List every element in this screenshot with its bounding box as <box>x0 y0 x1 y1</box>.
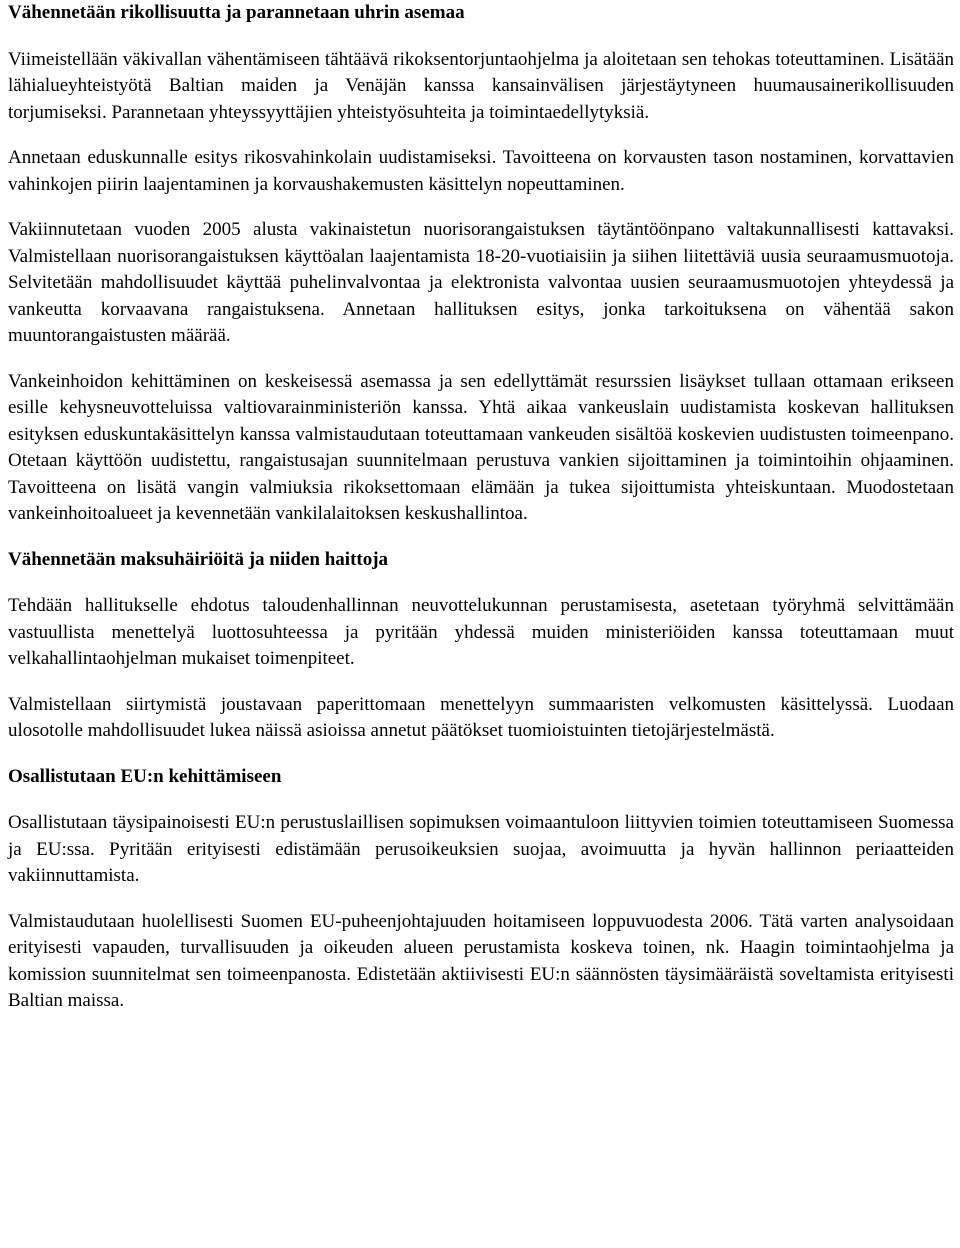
paragraph: Vakiinnutetaan vuoden 2005 alusta vakinaistetun nuorisorangaistuksen täytäntöönpano valtakunnallisesti kattavaksi. Valmistellaan nuorisorangaistuksen käyttöalan laajentamista 18-20-vuotiaisiin ja siihen liitettäviä uusia seuraamusmuotoja. Selvitetään mahdollisuudet käyttää puhelinvalvontaa ja elektronista valvontaa uusien seuraamusmuotojen yhteydessä ja vankeutta korvaavana rangaistuksena. Annetaan hallituksen esitys, jonka tarkoituksena on vähentää sakon muuntorangaistusten määrää. <box>8 219 954 346</box>
paragraph: Viimeistellään väkivallan vähentämiseen tähtäävä rikoksentorjuntaohjelma ja aloitetaan sen tehokas toteuttaminen. Lisätään lähialueyhteistyötä Baltian maiden ja Venäjän kanssa kansainvälisen järjestäytyneen huumausainerikollisuuden torjumiseksi. Parannetaan yhteyssyyttäjien yhteistyösuhteita ja toimintaedellytyksiä. <box>8 48 954 123</box>
paragraph: Valmistellaan siirtymistä joustavaan paperittomaan menettelyyn summaaristen velkomusten käsittelyssä. Luodaan ulosotolle mahdollisuudet lukea näissä asioissa annetut päätökset tuomioistuinten tietojärjestelmästä. <box>8 693 954 741</box>
document-page <box>8 0 954 1015</box>
paragraph: Osallistutaan täysipainoisesti EU:n perustuslaillisen sopimuksen voimaantuloon liittyvien toimien toteuttamiseen Suomessa ja EU:ssa. Pyritään erityisesti edistämään perusoikeuksien suojaa, avoimuutta ja hyvän hallinnon periaatteiden vakiinnuttamista. <box>8 812 954 886</box>
section-heading: Vähennetään maksuhäiriöitä ja niiden haittoja <box>8 548 389 570</box>
section-heading: Osallistutaan EU:n kehittämiseen <box>8 765 282 787</box>
paragraph: Vankeinhoidon kehittäminen on keskeisessä asemassa ja sen edellyttämät resurssien lisäykset tullaan ottamaan erikseen esille kehysneuvotteluissa valtiovarainministeriön kanssa. Yhtä aikaa vankeuslain uudistamista koskevan hallituksen esityksen eduskuntakäsittelyn kanssa valmistaudutaan toteuttamaan vankeuden sisältöä koskevien uudistusten toimeenpano. Otetaan käyttöön uudistettu, rangaistusajan suunnitelmaan perustuva vankien sijoittaminen ja toimintoihin ohjaaminen. Tavoitteena on lisätä vangin valmiuksia rikoksettomaan elämään ja tukea sijoittumista yhteiskuntaan. Muodostetaan vankeinhoitoalueet ja kevennetään vankilalaitoksen keskushallintoa. <box>8 370 954 524</box>
section-heading: Vähennetään rikollisuutta ja parannetaan uhrin asemaa <box>8 2 465 23</box>
paragraph: Valmistaudutaan huolellisesti Suomen EU-puheenjohtajuuden hoitamiseen loppuvuodesta 2006. Tätä varten analysoidaan erityisesti vapauden, turvallisuuden ja oikeuden alueen perustamista koskeva toinen, nk. Haagin toimintaohjelma ja komission suunnitelmat sen toimeenpanosta. Edistetään aktiivisesti EU:n säännösten täysimääräistä soveltamista erityisesti Baltian maissa. <box>8 910 954 1011</box>
paragraph: Tehdään hallitukselle ehdotus taloudenhallinnan neuvottelukunnan perustamisesta, asetetaan työryhmä selvittämään vastuullista menettelyä luottosuhteessa ja pyritään yhdessä muiden ministeriöiden kanssa toteuttamaan muut velkahallintaohjelman mukaiset toimenpiteet. <box>8 595 954 669</box>
paragraph: Annetaan eduskunnalle esitys rikosvahinkolain uudistamiseksi. Tavoitteena on korvausten tason nostaminen, korvattavien vahinkojen piirin laajentaminen ja korvaushakemusten käsittelyn nopeuttaminen. <box>8 147 954 195</box>
